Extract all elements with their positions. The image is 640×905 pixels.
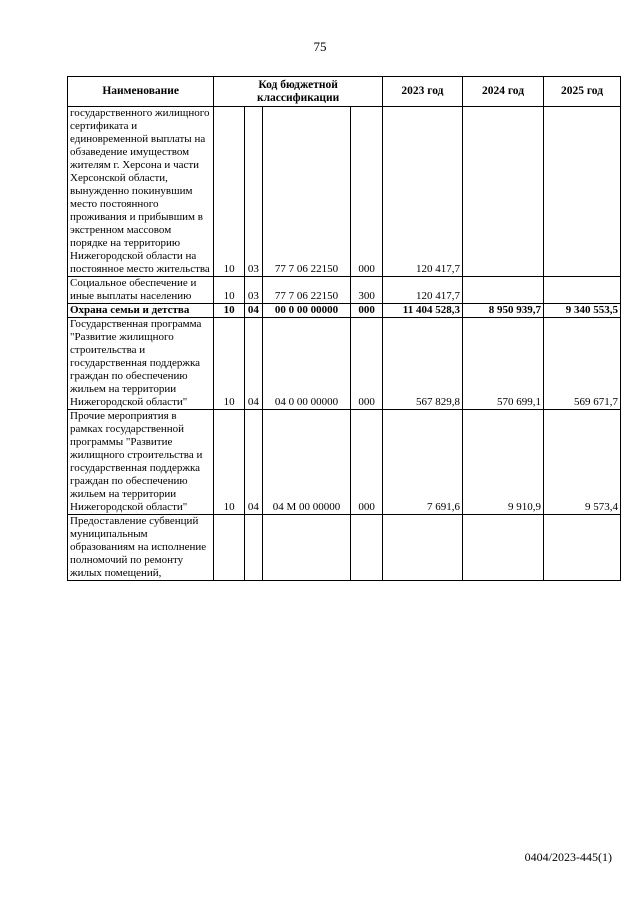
row-2024 xyxy=(462,277,543,304)
row-expense-type xyxy=(351,515,383,581)
row-2023: 11 404 528,3 xyxy=(382,304,462,318)
row-2023: 120 417,7 xyxy=(382,277,462,304)
row-section: 10 xyxy=(214,410,245,515)
row-2025 xyxy=(544,107,621,277)
row-target-article: 04 0 00 00000 xyxy=(262,318,350,410)
row-name: Социальное обеспечение и иные выплаты населению xyxy=(68,277,214,304)
row-name: Государственная программа "Развитие жилищного строительства и государственная поддержка граждан по обеспечению жильем на территории Нижегородской области" xyxy=(68,318,214,410)
row-section: 10 xyxy=(214,277,245,304)
row-section: 10 xyxy=(214,107,245,277)
row-name: Охрана семьи и детства xyxy=(68,304,214,318)
row-subsection: 04 xyxy=(244,304,262,318)
row-target-article xyxy=(262,515,350,581)
row-subsection: 03 xyxy=(244,277,262,304)
row-name: государственного жилищного сертификата и единовременной выплаты на обзаведение имуществом жителям г. Херсона и части Херсонской области, вынужденно покинувшим место постоянного проживания и прибывшим в экстренном массовом порядке на территорию Нижегородской области на постоянное место жительства xyxy=(68,107,214,277)
row-expense-type: 000 xyxy=(351,107,383,277)
row-2024 xyxy=(462,107,543,277)
row-name: Прочие мероприятия в рамках государственной программы "Развитие жилищного строительства и государственная поддержка граждан по обеспечению жильем на территории Нижегородской области" xyxy=(68,410,214,515)
table-row xyxy=(68,304,621,318)
header-code: Код бюджетной классификации xyxy=(214,77,383,107)
row-2023 xyxy=(382,515,462,581)
row-section: 10 xyxy=(214,304,245,318)
row-target-article: 77 7 06 22150 xyxy=(262,277,350,304)
header-2024: 2024 год xyxy=(462,77,543,107)
table-row xyxy=(68,318,621,410)
row-2025 xyxy=(544,277,621,304)
document-code: 0404/2023-445(1) xyxy=(524,850,612,864)
table-row xyxy=(68,107,621,277)
page-number: 75 xyxy=(313,39,327,54)
row-subsection: 04 xyxy=(244,410,262,515)
row-target-article: 00 0 00 00000 xyxy=(262,304,350,318)
table-header-row xyxy=(68,77,621,107)
row-target-article: 77 7 06 22150 xyxy=(262,107,350,277)
row-2025: 569 671,7 xyxy=(544,318,621,410)
table-row xyxy=(68,410,621,515)
row-2024: 8 950 939,7 xyxy=(462,304,543,318)
row-2024: 570 699,1 xyxy=(462,318,543,410)
header-name: Наименование xyxy=(68,77,214,107)
row-section xyxy=(214,515,245,581)
row-2025 xyxy=(544,515,621,581)
row-subsection: 04 xyxy=(244,318,262,410)
row-subsection xyxy=(244,515,262,581)
row-2023: 7 691,6 xyxy=(382,410,462,515)
row-expense-type: 300 xyxy=(351,277,383,304)
row-expense-type: 000 xyxy=(351,318,383,410)
row-name: Предоставление субвенций муниципальным образованиям на исполнение полномочий по ремонту жилых помещений, xyxy=(68,515,214,581)
row-expense-type: 000 xyxy=(351,410,383,515)
budget-table xyxy=(67,76,621,581)
table-row xyxy=(68,277,621,304)
row-target-article: 04 М 00 00000 xyxy=(262,410,350,515)
header-2023: 2023 год xyxy=(382,77,462,107)
row-subsection: 03 xyxy=(244,107,262,277)
row-2025: 9 340 553,5 xyxy=(544,304,621,318)
row-2024: 9 910,9 xyxy=(462,410,543,515)
row-2024 xyxy=(462,515,543,581)
row-2023: 567 829,8 xyxy=(382,318,462,410)
row-2025: 9 573,4 xyxy=(544,410,621,515)
row-section: 10 xyxy=(214,318,245,410)
header-2025: 2025 год xyxy=(544,77,621,107)
row-expense-type: 000 xyxy=(351,304,383,318)
row-2023: 120 417,7 xyxy=(382,107,462,277)
table-row xyxy=(68,515,621,581)
